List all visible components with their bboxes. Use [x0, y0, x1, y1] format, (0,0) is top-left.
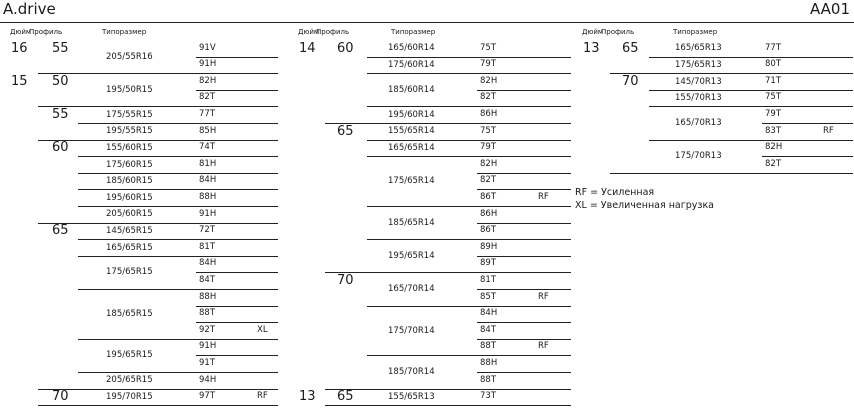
column-header-inch: Дюйм — [10, 28, 32, 36]
size-divider — [78, 73, 196, 74]
load-speed-index: 89H — [480, 241, 498, 252]
profile-value: 65 — [337, 123, 354, 139]
load-speed-index: 72T — [199, 225, 216, 236]
tire-size: 155/65R13 — [388, 391, 435, 402]
load-speed-index: 91H — [199, 341, 217, 352]
load-speed-index: 83T — [765, 125, 782, 136]
profile-divider — [610, 173, 649, 174]
table-section-2 — [288, 23, 573, 409]
catalog-code: AA01 — [809, 0, 850, 18]
load-speed-index: 91T — [199, 357, 216, 368]
profile-value: 65 — [52, 223, 69, 239]
legend-xl: XL = Увеличенная нагрузка — [575, 200, 715, 211]
load-speed-index: 88H — [480, 357, 498, 368]
load-speed-index: 73T — [480, 391, 497, 402]
column-header-profile: Профиль — [316, 28, 350, 36]
profile-value: 55 — [52, 106, 69, 122]
brand-title: A.drive — [3, 0, 56, 18]
column-header-size: Типоразмер — [391, 28, 436, 36]
load-speed-index: 85H — [199, 125, 217, 136]
tire-size: 175/55R15 — [106, 109, 153, 120]
tire-size: 145/70R13 — [675, 76, 722, 87]
load-speed-index: 94H — [199, 374, 217, 385]
tire-size: 165/65R13 — [675, 43, 722, 54]
tire-size: 185/60R15 — [106, 176, 153, 187]
load-speed-index: 86T — [480, 225, 497, 236]
load-speed-index: 82H — [480, 158, 498, 169]
tire-size: 185/60R14 — [388, 84, 435, 95]
load-speed-index: 81H — [199, 158, 217, 169]
load-speed-index: 81T — [199, 241, 216, 252]
size-divider — [78, 289, 196, 290]
tire-size: 175/60R15 — [106, 159, 153, 170]
load-speed-index: 82H — [765, 142, 783, 153]
tire-size: 185/65R15 — [106, 308, 153, 319]
size-divider — [649, 140, 762, 141]
profile-value: 70 — [52, 389, 69, 405]
column-header-inch: Дюйм — [582, 28, 604, 36]
extra-marking: RF — [538, 341, 549, 352]
load-speed-index: 81T — [480, 274, 497, 285]
column-header-inch: Дюйм — [298, 28, 320, 36]
size-divider — [367, 306, 477, 307]
size-divider — [367, 272, 477, 273]
rim-diameter: 13 — [583, 40, 600, 56]
rim-diameter: 16 — [11, 40, 28, 56]
profile-value: 60 — [337, 40, 354, 56]
tire-size: 195/65R15 — [106, 350, 153, 361]
row-divider — [477, 405, 571, 406]
size-divider — [78, 405, 196, 406]
size-divider — [78, 256, 196, 257]
load-speed-index: 88T — [480, 374, 497, 385]
load-speed-index: 82T — [199, 92, 216, 103]
tire-size: 195/65R14 — [388, 250, 435, 261]
tire-size: 185/70R14 — [388, 367, 435, 377]
profile-value: 50 — [52, 73, 69, 89]
load-speed-index: 75T — [480, 42, 497, 53]
size-divider — [649, 106, 762, 107]
extra-marking: RF — [538, 191, 549, 202]
load-speed-index: 77T — [765, 42, 782, 53]
size-divider — [367, 239, 477, 240]
tire-size: 195/60R15 — [106, 192, 153, 203]
load-speed-index: 88T — [199, 308, 216, 319]
load-speed-index: 84H — [199, 175, 217, 186]
tire-size: 185/65R14 — [388, 217, 435, 228]
load-speed-index: 80T — [765, 59, 782, 70]
profile-divider — [325, 405, 367, 406]
size-divider — [78, 339, 196, 340]
load-speed-index: 75T — [480, 125, 497, 136]
tire-size: 205/55R16 — [106, 51, 153, 62]
profile-value: 65 — [622, 40, 639, 56]
load-speed-index: 79T — [480, 142, 497, 153]
tire-size: 175/65R15 — [106, 267, 153, 278]
tire-size: 165/70R13 — [675, 118, 722, 128]
table-section-3 — [573, 23, 854, 409]
size-divider — [649, 173, 762, 174]
tire-size: 165/60R14 — [388, 43, 435, 54]
tire-size: 155/65R14 — [388, 126, 435, 137]
tire-size: 175/65R14 — [388, 176, 435, 187]
tire-size: 205/65R15 — [106, 375, 153, 386]
load-speed-index: 89T — [480, 258, 497, 269]
load-speed-index: 84T — [199, 274, 216, 285]
tire-size: 145/65R15 — [106, 225, 153, 236]
load-speed-index: 82H — [480, 75, 498, 86]
profile-value: 65 — [337, 389, 354, 405]
tire-size: 195/55R15 — [106, 126, 153, 137]
load-speed-index: 82T — [480, 92, 497, 103]
tire-size: 175/70R14 — [388, 325, 435, 336]
load-speed-index: 82H — [199, 75, 217, 86]
row-divider — [762, 173, 853, 174]
tire-size: 155/70R13 — [675, 93, 722, 104]
extra-marking: RF — [257, 391, 268, 402]
extra-marking: XL — [257, 324, 268, 335]
size-divider — [367, 73, 477, 74]
load-speed-index: 84T — [480, 324, 497, 335]
load-speed-index: 84H — [199, 258, 217, 269]
size-divider — [367, 355, 477, 356]
tire-size: 175/70R13 — [675, 151, 722, 162]
column-header-size: Типоразмер — [102, 28, 147, 36]
tire-size: 165/65R14 — [388, 142, 435, 153]
load-speed-index: 74T — [199, 142, 216, 153]
column-header-profile: Профиль — [601, 28, 635, 36]
column-header-profile: Профиль — [29, 28, 63, 36]
column-header-size: Типоразмер — [673, 28, 718, 36]
load-speed-index: 92T — [199, 324, 216, 335]
size-divider — [367, 405, 477, 406]
tire-size: 195/70R15 — [106, 391, 153, 402]
profile-divider — [38, 405, 78, 406]
tire-size: 175/65R13 — [675, 59, 722, 70]
tire-size: 165/65R15 — [106, 242, 153, 253]
load-speed-index: 77T — [199, 108, 216, 119]
legend-rf: RF = Усиленная — [575, 187, 655, 198]
load-speed-index: 79T — [765, 108, 782, 119]
table-section-1 — [0, 23, 288, 409]
load-speed-index: 82T — [480, 175, 497, 186]
load-speed-index: 91H — [199, 208, 217, 219]
load-speed-index: 79T — [480, 59, 497, 70]
load-speed-index: 97T — [199, 391, 216, 402]
load-speed-index: 91H — [199, 59, 217, 70]
row-divider — [196, 405, 278, 406]
load-speed-index: 91V — [199, 42, 216, 53]
load-speed-index: 75T — [765, 92, 782, 103]
tire-size: 205/60R15 — [106, 209, 153, 220]
rim-diameter: 15 — [11, 73, 28, 89]
load-speed-index: 82T — [765, 158, 782, 169]
tire-size: 195/60R14 — [388, 109, 435, 120]
load-speed-index: 88H — [199, 291, 217, 302]
size-divider — [367, 156, 477, 157]
load-speed-index: 86H — [480, 108, 498, 119]
profile-value: 55 — [52, 40, 69, 56]
size-divider — [367, 206, 477, 207]
load-speed-index: 88H — [199, 191, 217, 202]
tire-size: 165/70R14 — [388, 284, 435, 294]
extra-marking: RF — [538, 291, 549, 302]
rim-diameter: 14 — [299, 40, 316, 56]
profile-value: 60 — [52, 140, 69, 156]
load-speed-index: 71T — [765, 75, 782, 86]
profile-value: 70 — [622, 73, 639, 89]
tire-size: 175/60R14 — [388, 59, 435, 70]
profile-value: 70 — [337, 272, 354, 288]
tire-size: 155/60R15 — [106, 142, 153, 153]
tire-size: 195/50R15 — [106, 84, 153, 95]
load-speed-index: 86H — [480, 208, 498, 219]
load-speed-index: 88T — [480, 341, 497, 352]
rim-diameter: 13 — [299, 389, 316, 405]
extra-marking: RF — [823, 125, 834, 136]
load-speed-index: 86T — [480, 191, 497, 202]
load-speed-index: 85T — [480, 291, 497, 302]
load-speed-index: 84H — [480, 308, 498, 319]
